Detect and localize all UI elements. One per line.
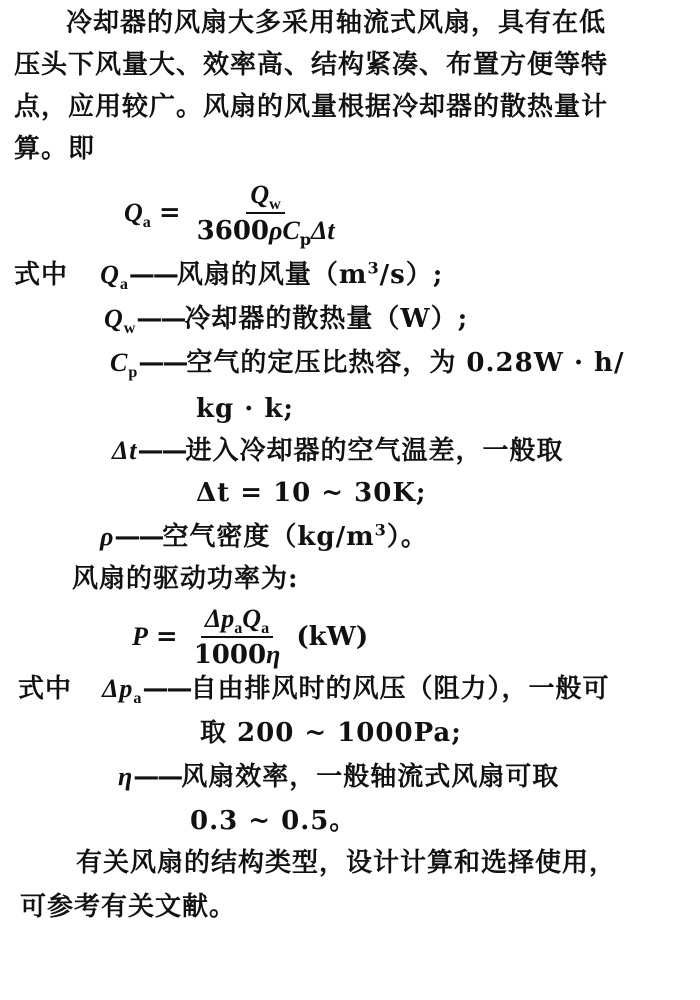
intro-line-3: 点，应用较广。风扇的风量根据冷却器的散热量计 [14,92,609,122]
symbol-delta-pa: $\Delta p_a$ [102,674,143,708]
rho-description: 空气密度（kg/m [162,522,375,552]
qw-description: 冷却器的散热量（W）; [184,304,469,334]
where1-qw-line: $Q_w——$冷却器的散热量（W）; [104,304,469,338]
where1-qa-line: 式中 $Q_a——$风扇的风量$(m^3/s)$; [14,258,444,294]
symbol-qa: $Q_a$ [100,260,129,294]
where2-eta-continued: 0.3 ~ 0.5。 [190,806,357,836]
power-formula [132,604,368,670]
symbol-delta-t: Δt [112,436,138,465]
formula1-lhs: $Q_a$ [124,198,151,232]
where1-prefix: 式中 [14,260,69,290]
where1-rho-line: ρ——空气密度$(kg/m^3)$。 [100,520,428,552]
airflow-formula [124,180,339,250]
formula2-equals: = [155,622,178,652]
where1-cp-line: $C_p——$空气的定压比热容，为 0.28W · h/ [110,348,625,382]
where2-dp-continued: 取 200 ~ 1000Pa; [200,718,462,748]
where1-dt-continued: Δt = 10 ~ 30K; [196,478,427,508]
intro-line-1: 冷却器的风扇大多采用轴流式风扇，具有在低 [66,8,607,38]
where1-cp-continued: kg · k; [196,394,294,424]
dp-description: 自由排风时的风压（阻力），一般可 [190,674,610,704]
formula2-lhs: P [132,622,148,651]
closing-line-1: 有关风扇的结构类型，设计计算和选择使用， [76,848,617,878]
where2-eta-line: η——风扇效率，一般轴流式风扇可取 [118,762,560,792]
symbol-cp: $C_p$ [110,348,139,382]
eta-description: 风扇效率，一般轴流式风扇可取 [181,762,560,792]
qa-description: 风扇的风量（m [176,260,368,290]
where2-dp-line: 式中 $\Delta p_a——$自由排风时的风压（阻力），一般可 [18,674,610,708]
dt-description: 进入冷却器的空气温差，一般取 [185,436,564,466]
closing-line-2: 可参考有关文献。 [20,892,237,922]
formula2-fraction [190,604,285,670]
where2-prefix: 式中 [18,674,73,704]
cp-description: 空气的定压比热容，为 0.28W · h/ [186,348,625,378]
symbol-eta: η [118,762,134,791]
symbol-rho: ρ [100,522,115,551]
formula1-denominator: $3600\rho C_p\Delta t$ [196,216,335,250]
formula1-equals: = [158,198,181,228]
formula2-numerator: $\Delta p_aQ_a$ [201,604,273,638]
formula2-unit: (kW) [296,622,369,652]
formula1-numerator: $Q_w$ [246,180,284,214]
symbol-qw: $Q_w$ [104,304,137,338]
where1-dt-line: Δt——进入冷却器的空气温差，一般取 [112,436,564,466]
intro-line-4: 算。即 [14,134,96,164]
power-intro: 风扇的驱动功率为: [72,564,299,594]
formula1-fraction [193,180,339,250]
formula2-denominator: 1000η [193,640,281,670]
intro-line-2: 压头下风量大、效率高、结构紧凑、布置方便等特 [14,50,609,80]
